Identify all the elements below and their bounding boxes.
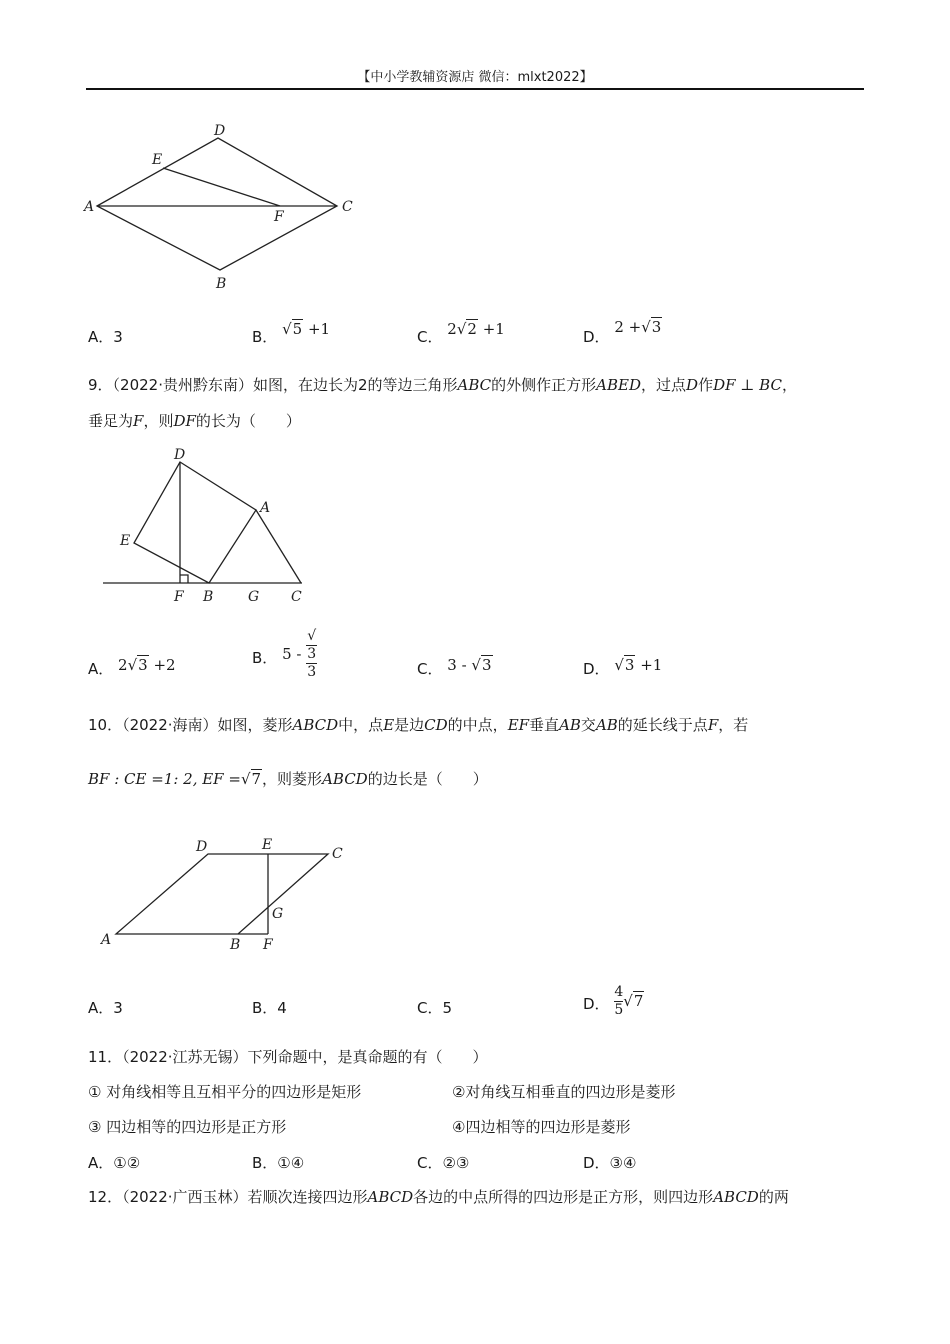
label-f: F [174,589,184,605]
radicand: 3 [138,656,148,674]
q9-f: F [133,412,144,430]
q9-text: ， [781,376,797,394]
fraction [614,984,623,1019]
head: 2 + [614,318,642,336]
q10-text: ，则菱形 [262,770,323,788]
q11-option-c[interactable]: C．②③ [417,1154,470,1172]
option-b-label: B． [252,328,278,346]
tail: +2 [153,656,176,674]
q10-abcd: ABCD [322,770,368,788]
q10-option-c[interactable]: C．5 [417,999,453,1017]
q10-condition: BF : CE =1: 2, EF = [88,770,241,788]
radicand: 2 [467,320,477,338]
radicand: 3 [624,656,635,674]
q11-option-d[interactable]: D．③④ [583,1154,637,1172]
q10-text: 的延长线于点 [617,716,708,734]
q11-title: 11．（2022·江苏无锡）下列命题中，是真命题的有（ ） [88,1048,488,1066]
q10-option-a[interactable]: A．3 [88,999,123,1017]
option-b-label: B． [252,649,278,667]
q9-option-b[interactable] [252,628,317,681]
q8-option-a[interactable]: A．3 [88,328,123,346]
q10-ab: AB [559,716,581,734]
option-a-label: A． [88,660,114,678]
q9-text: 9．（2022·贵州黔东南）如图，在边长为2的等边三角形 [88,376,458,394]
radicand: 3 [481,656,492,674]
label-f: F [263,937,273,953]
q9-line1 [88,374,797,395]
q11-statement-1: ① 对角线相等且互相平分的四边形是矩形 [88,1083,362,1101]
q12-abcd: ABCD [367,1188,414,1206]
q10-text: ，若 [718,716,749,734]
q8-option-d[interactable]: D． 2 +√3 [583,318,662,346]
tail: +1 [640,656,663,674]
q9-df: DF [173,412,196,430]
label-a: A [101,932,112,948]
label-g: G [248,589,260,605]
label-a: A [260,500,271,516]
q9-option-d[interactable]: D． √3 +1 [583,656,663,678]
rhombus-figure-q8 [80,118,370,298]
q9-text: ，过点 [641,376,687,394]
rhombus-outline [97,138,337,270]
q11-statement-3: ③ 四边相等的四边形是正方形 [88,1118,287,1136]
q9-text: 的长为（ ） [195,412,301,430]
q9-abc: ABC [457,376,492,394]
radicand: 3 [651,318,662,336]
label-c: C [332,846,343,862]
q11-statement-2: ②对角线互相垂直的四边形是菱形 [452,1083,676,1101]
q8-option-b[interactable]: B． √5 +1 [252,320,331,346]
label-d: D [174,447,186,463]
coef: 2 [447,320,457,338]
right-angle-mark [180,575,188,583]
radicand: 7 [251,770,262,788]
option-c-label: C． [417,660,443,678]
tail: +1 [482,320,505,338]
square-abed [134,462,256,583]
label-c: C [342,199,353,215]
label-e: E [152,152,163,168]
q9-text: ，则 [143,412,174,430]
q9-perp: DF ⊥ BC [713,376,782,394]
q11-option-b[interactable]: B．①④ [252,1154,305,1172]
label-g: G [272,906,284,922]
segment-ef [163,168,280,206]
fraction: √ 3 3 [307,628,317,680]
label-c: C [291,589,302,605]
q10-option-d[interactable]: D． $\frac{4}{5}$ √7 [583,984,644,1018]
q8-option-c[interactable]: C． 2√2 +1 [417,320,505,346]
tail: +1 [307,320,331,338]
label-e: E [120,533,131,549]
label-a: A [84,199,95,215]
label-b: B [230,937,241,953]
label-d: D [196,839,208,855]
q10-option-b[interactable]: B．4 [252,999,287,1017]
q10-ef: EF [507,716,530,734]
option-d-label: D． [583,660,610,678]
label-f: F [274,209,284,225]
q12-text: 12．（2022·广西玉林）若顺次连接四边形 [88,1188,368,1206]
q12-text: 的两 [758,1188,789,1206]
radicand: 3 [307,646,317,662]
q9-text: 作 [698,376,714,394]
numerator: 4 [614,984,624,1000]
side-ac [256,510,301,583]
q12-abcd: ABCD [713,1188,759,1206]
option-d-label: D． [583,328,610,346]
q10-line2: BF : CE =1: 2, EF =√7，则菱形ABCD的边长是（ ） [88,770,488,788]
head: 3 - [447,656,467,674]
page-header: 【中小学教辅资源店 微信：mlxt2022】 [86,66,864,90]
q10-text: 是边 [394,716,425,734]
label-e: E [262,837,273,853]
head: 5 - [282,645,302,663]
q9-text: 的外侧作正方形 [491,376,597,394]
q10-text: 的边长是（ ） [367,770,488,788]
q11-option-a[interactable]: A．①② [88,1154,141,1172]
option-c-label: C． [417,328,443,346]
q11-statement-4: ④四边相等的四边形是菱形 [452,1118,631,1136]
denominator: 5 [614,1002,624,1018]
q10-text: 交 [580,716,596,734]
q10-f: F [707,716,719,734]
label-b: B [216,276,227,292]
q9-option-c[interactable]: C． 3 - √3 [417,656,492,678]
q9-option-a[interactable]: A． 2√3 +2 [88,656,176,678]
rhombus-abcd [116,854,328,934]
q10-text: 中，点 [338,716,384,734]
coef: 2 [118,656,128,674]
q10-text: 垂直 [529,716,560,734]
q10-text: 10．（2022·海南）如图，菱形 [88,716,293,734]
q9-d: D [686,376,699,394]
q9-abed: ABED [596,376,642,394]
q10-cd: CD [424,716,448,734]
rhombus-figure-q10 [98,834,358,958]
square-triangle-figure-q9 [98,442,318,610]
q10-line1 [88,714,748,735]
radicand: 7 [633,992,644,1010]
option-d-label: D． [583,995,610,1013]
q10-abcd: ABCD [292,716,339,734]
q12-text: 各边的中点所得的四边形是正方形，则四边形 [413,1188,714,1206]
q9-text: 垂足为 [88,412,134,430]
denominator: 3 [307,664,317,680]
label-b: B [203,589,214,605]
q10-text: 的中点， [447,716,508,734]
label-d: D [214,123,226,139]
radicand: 5 [292,320,303,338]
q12-line1 [88,1186,789,1207]
q10-e: E [383,716,395,734]
q10-ab: AB [595,716,618,734]
q9-line2 [88,410,301,431]
